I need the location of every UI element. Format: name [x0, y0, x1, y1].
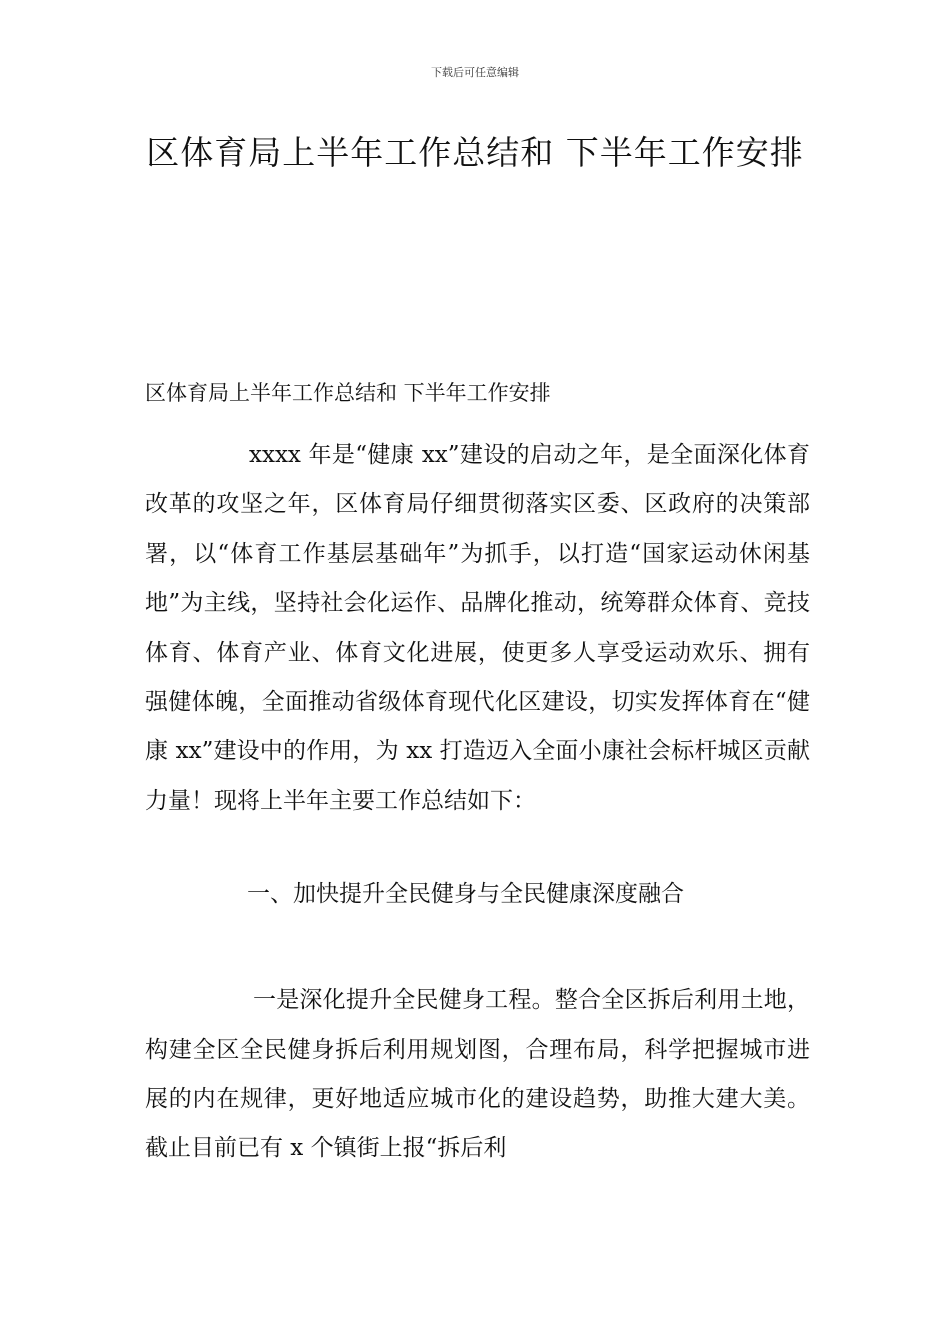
body-subtitle: 区体育局上半年工作总结和 下半年工作安排 — [145, 381, 551, 405]
intro-paragraph: xxxx 年是“健康 xx”建设的启动之年，是全面深化体育改革的攻坚之年，区体育局仔细贯彻落实区委、区政府的决策部署，以“体育工作基层基础年”为抓手，以打造“国家运动休闲基地”为主线，坚持社会化运作、品牌化推动，统筹群众体育、竞技体育、体育产业、体育文化进展，使更多人享受运动欢乐、拥有强健体魄，全面推动省级体育现代化区建设，切实发挥体育在“健康 xx”建设中的作用，为 xx 打造迈入全面小康社会标杆城区贡献力量！现将上半年主要工作总结如下： — [145, 442, 810, 814]
header-note: 下载后可任意编辑 — [431, 66, 519, 79]
document-body — [145, 377, 810, 1174]
document-title: 区体育局上半年工作总结和 下半年工作安排 — [146, 133, 804, 172]
section-paragraph: 一是深化提升全民健身工程。整合全区拆后利用土地，构建全区全民健身拆后利用规划图，合理布局，科学把握城市进展的内在规律，更好地适应城市化的建设趋势，助推大建大美。截止目前已有 x 个镇街上报“拆后利 — [145, 987, 810, 1162]
section-heading: 一、加快提升全民健身与全民健康深度融合 — [247, 881, 684, 908]
